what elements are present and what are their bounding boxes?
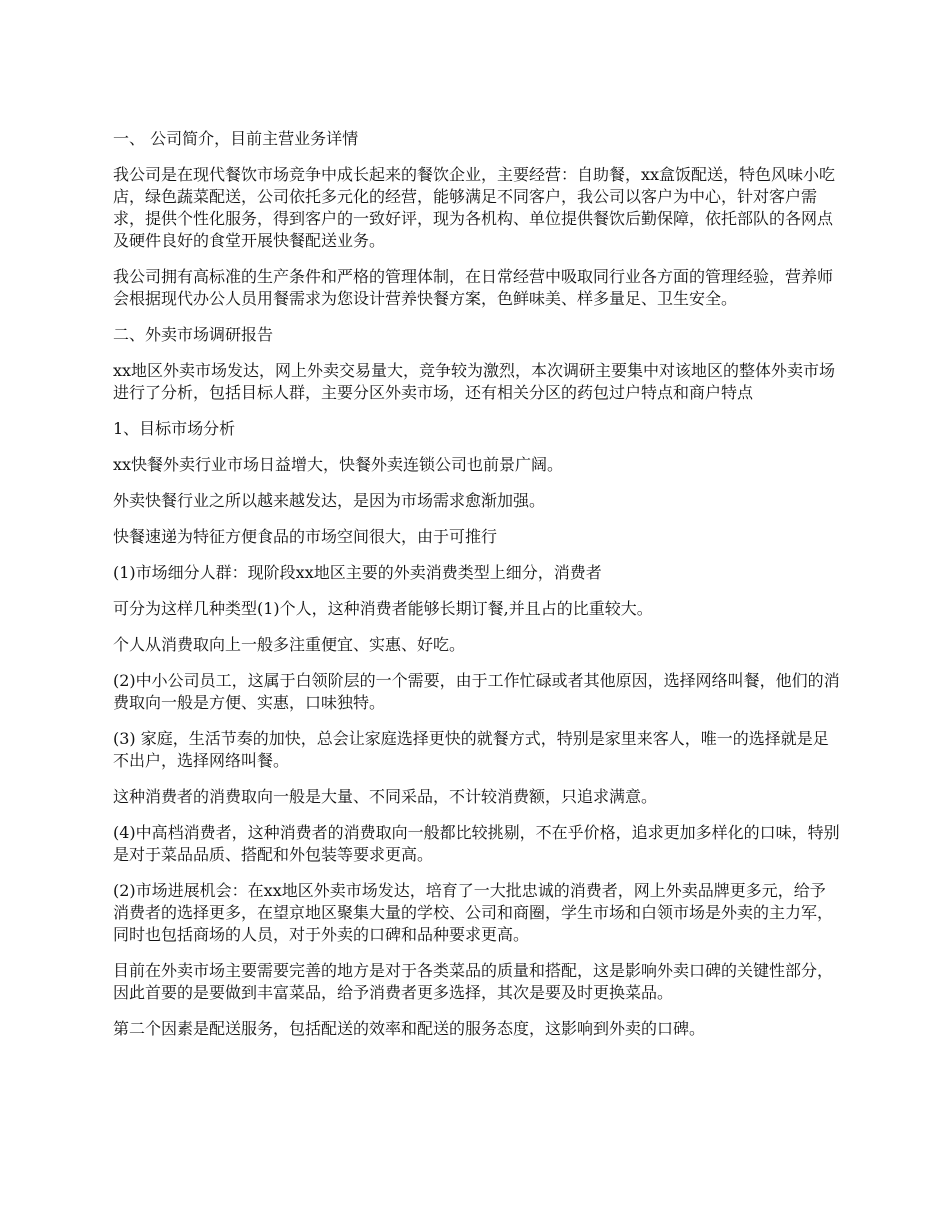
- paragraph-market-demand: 外卖快餐行业之所以越来越发达，是因为市场需求愈渐加强。: [113, 491, 546, 510]
- paragraph-market-growth: xx快餐外卖行业市场日益增大，快餐外卖连锁公司也前景广阔。: [113, 455, 564, 474]
- paragraph-improvement-areas: 目前在外卖市场主要需要完善的地方是对于各类菜品的质量和搭配，这是影响外卖口碑的关键性部分，因此首要的是要做到丰富菜品，给予消费者更多选择，其次是要及时更换菜品。: [113, 961, 834, 1002]
- document-body: [113, 128, 841, 1040]
- paragraph-type-family: (3) 家庭，生活节奏的加快，总会让家庭选择更快的就餐方式，特别是家里来客人，唯一的选择就是足不出户，选择网络叫餐。: [113, 729, 829, 770]
- paragraph-type-individual: 可分为这样几种类型(1)个人，这种消费者能够长期订餐,并且占的比重较大。: [113, 599, 653, 618]
- paragraph-market-space: 快餐速递为特征方便食品的市场空间很大，由于可推行: [113, 527, 498, 546]
- paragraph-individual-preference: 个人从消费取向上一般多注重便宜、实惠、好吃。: [113, 635, 466, 654]
- paragraph-type-company-staff: (2)中小公司员工，这属于白领阶层的一个需要，由于工作忙碌或者其他原因，选择网络叫餐，他们的消费取向一般是方便、实惠，口味独特。: [113, 671, 840, 712]
- paragraph-delivery-service: 第二个因素是配送服务，包括配送的效率和配送的服务态度，这影响到外卖的口碑。: [113, 1019, 706, 1038]
- paragraph-type-high-end: (4)中高档消费者，这种消费者的消费取向一般都比较挑剔，不在乎价格，追求更加多样化的口味，特别是对于菜品品质、搭配和外包装等要求更高。: [113, 823, 840, 864]
- subheading-target-market: 1、目标市场分析: [113, 419, 236, 438]
- paragraph-company-business: 我公司是在现代餐饮市场竞争中成长起来的餐饮企业，主要经营：自助餐，xx盒饭配送，特色风味小吃店，绿色蔬菜配送，公司依托多元化的经营，能够满足不同客户，我公司以客户为中心，针对客户需求，提供个性化服务，得到客户的一致好评，现为各机构、单位提供餐饮后勤保障，依托部队的各网点及硬件良好的食堂开展快餐配送业务。: [113, 165, 836, 250]
- paragraph-segmentation: (1)市场细分人群：现阶段xx地区主要的外卖消费类型上细分，消费者: [113, 563, 602, 582]
- paragraph-market-opportunity: (2)市场进展机会：在xx地区外卖市场发达，培育了一大批忠诚的消费者，网上外卖品牌更多元，给予消费者的选择更多，在望京地区聚集大量的学校、公司和商圈，学生市场和白领市场是外卖的主力军，同时也包括商场的人员，对于外卖的口碑和品种要求更高。: [113, 881, 834, 944]
- paragraph-market-overview: xx地区外卖市场发达，网上外卖交易量大，竞争较为激烈，本次调研主要集中对该地区的整体外卖市场进行了分析，包括目标人群，主要分区外卖市场，还有相关分区的药包过户特点和商户特点: [113, 361, 836, 402]
- paragraph-family-preference: 这种消费者的消费取向一般是大量、不同采品，不计较消费额，只追求满意。: [113, 787, 658, 806]
- paragraph-company-standards: 我公司拥有高标准的生产条件和严格的管理体制，在日常经营中吸取同行业各方面的管理经验，营养师会根据现代办公人员用餐需求为您设计营养快餐方案，色鲜味美、样多量足、卫生安全。: [113, 267, 834, 308]
- section-heading-company-intro: 一、 公司简介，目前主营业务详情: [113, 129, 359, 148]
- section-heading-market-research: 二、外卖市场调研报告: [113, 325, 274, 344]
